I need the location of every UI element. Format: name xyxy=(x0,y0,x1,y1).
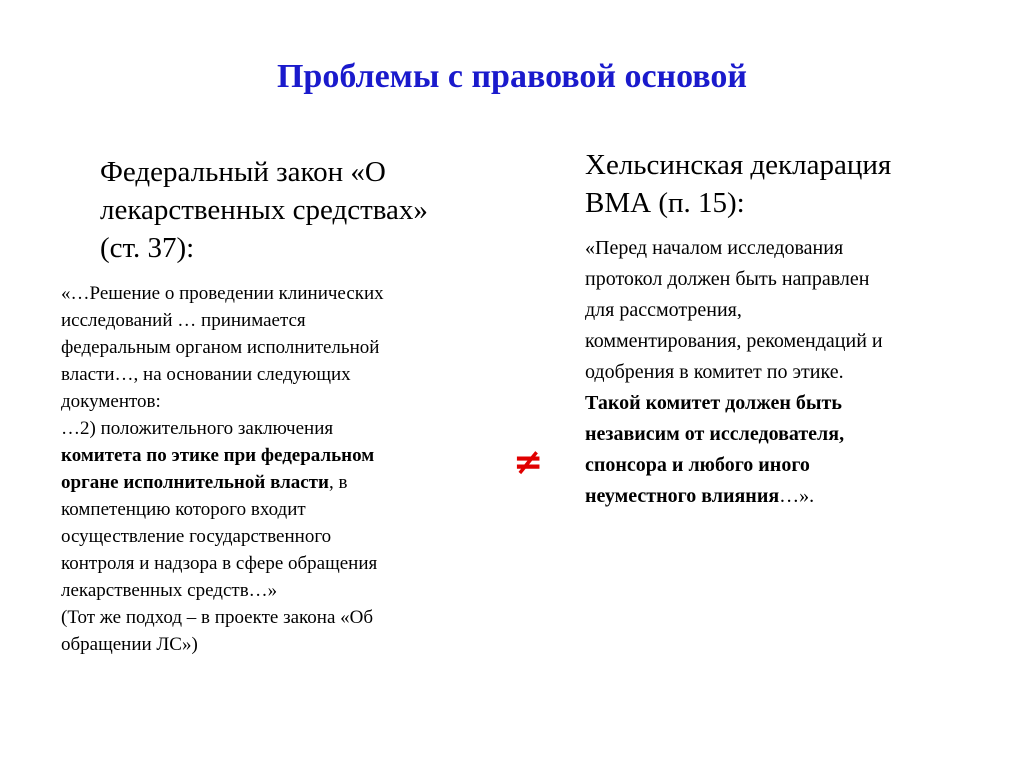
left-heading xyxy=(100,153,510,267)
quote-bold: органе исполнительной власти xyxy=(61,472,329,493)
law-quote xyxy=(61,280,501,604)
quote-line: власти…, на основании следующих xyxy=(61,364,351,385)
left-heading-line: Федеральный закон «О xyxy=(100,156,386,188)
law-note xyxy=(61,604,501,658)
quote-line: осуществление государственного xyxy=(61,526,332,547)
quote-bold: Такой комитет должен быть xyxy=(585,392,842,414)
quote-line xyxy=(61,442,501,469)
quote-bold: независим от исследователя, xyxy=(585,423,845,445)
note-line: обращении ЛС») xyxy=(61,634,198,655)
quote-line xyxy=(585,419,1005,450)
quote-text: …». xyxy=(779,485,815,507)
quote-line xyxy=(585,450,1005,481)
left-heading-line: лекарственных средствах» xyxy=(100,194,428,226)
not-equal-icon: ≠ xyxy=(513,442,544,483)
quote-line: протокол должен быть направлен xyxy=(585,268,870,290)
slide-title: Проблемы с правовой основой xyxy=(276,58,748,95)
quote-bold: неуместного влияния xyxy=(585,485,780,507)
quote-line: компетенцию которого входит xyxy=(61,499,306,520)
quote-line: комментирования, рекомендаций и xyxy=(585,330,883,352)
quote-line: для рассмотрения, xyxy=(585,299,742,321)
right-heading-line: Хельсинская декларация xyxy=(585,149,892,181)
quote-bold: спонсора и любого иного xyxy=(585,454,810,476)
left-body xyxy=(61,280,501,658)
right-heading-line: ВМА (п. 15): xyxy=(585,187,745,219)
quote-text: , в xyxy=(328,472,348,493)
quote-line: «Перед началом исследования xyxy=(585,237,844,259)
quote-line: лекарственных средств…» xyxy=(61,580,278,601)
quote-line xyxy=(585,481,1005,512)
quote-line: исследований … принимается xyxy=(61,310,306,331)
quote-line: документов: xyxy=(61,391,161,412)
right-heading xyxy=(585,146,1005,222)
quote-bold: комитета по этике при федеральном xyxy=(61,445,375,466)
declaration-quote xyxy=(585,233,1005,512)
quote-line xyxy=(585,388,1005,419)
quote-line: одобрения в комитет по этике. xyxy=(585,361,844,383)
quote-line: федеральным органом исполнительной xyxy=(61,337,380,358)
quote-line: контроля и надзора в сфере обращения xyxy=(61,553,378,574)
quote-line xyxy=(61,469,501,496)
quote-line: …2) положительного заключения xyxy=(61,418,334,439)
note-line: (Тот же подход – в проекте закона «Об xyxy=(61,607,374,628)
quote-line: «…Решение о проведении клинических xyxy=(61,283,384,304)
left-heading-line: (ст. 37): xyxy=(100,232,195,264)
